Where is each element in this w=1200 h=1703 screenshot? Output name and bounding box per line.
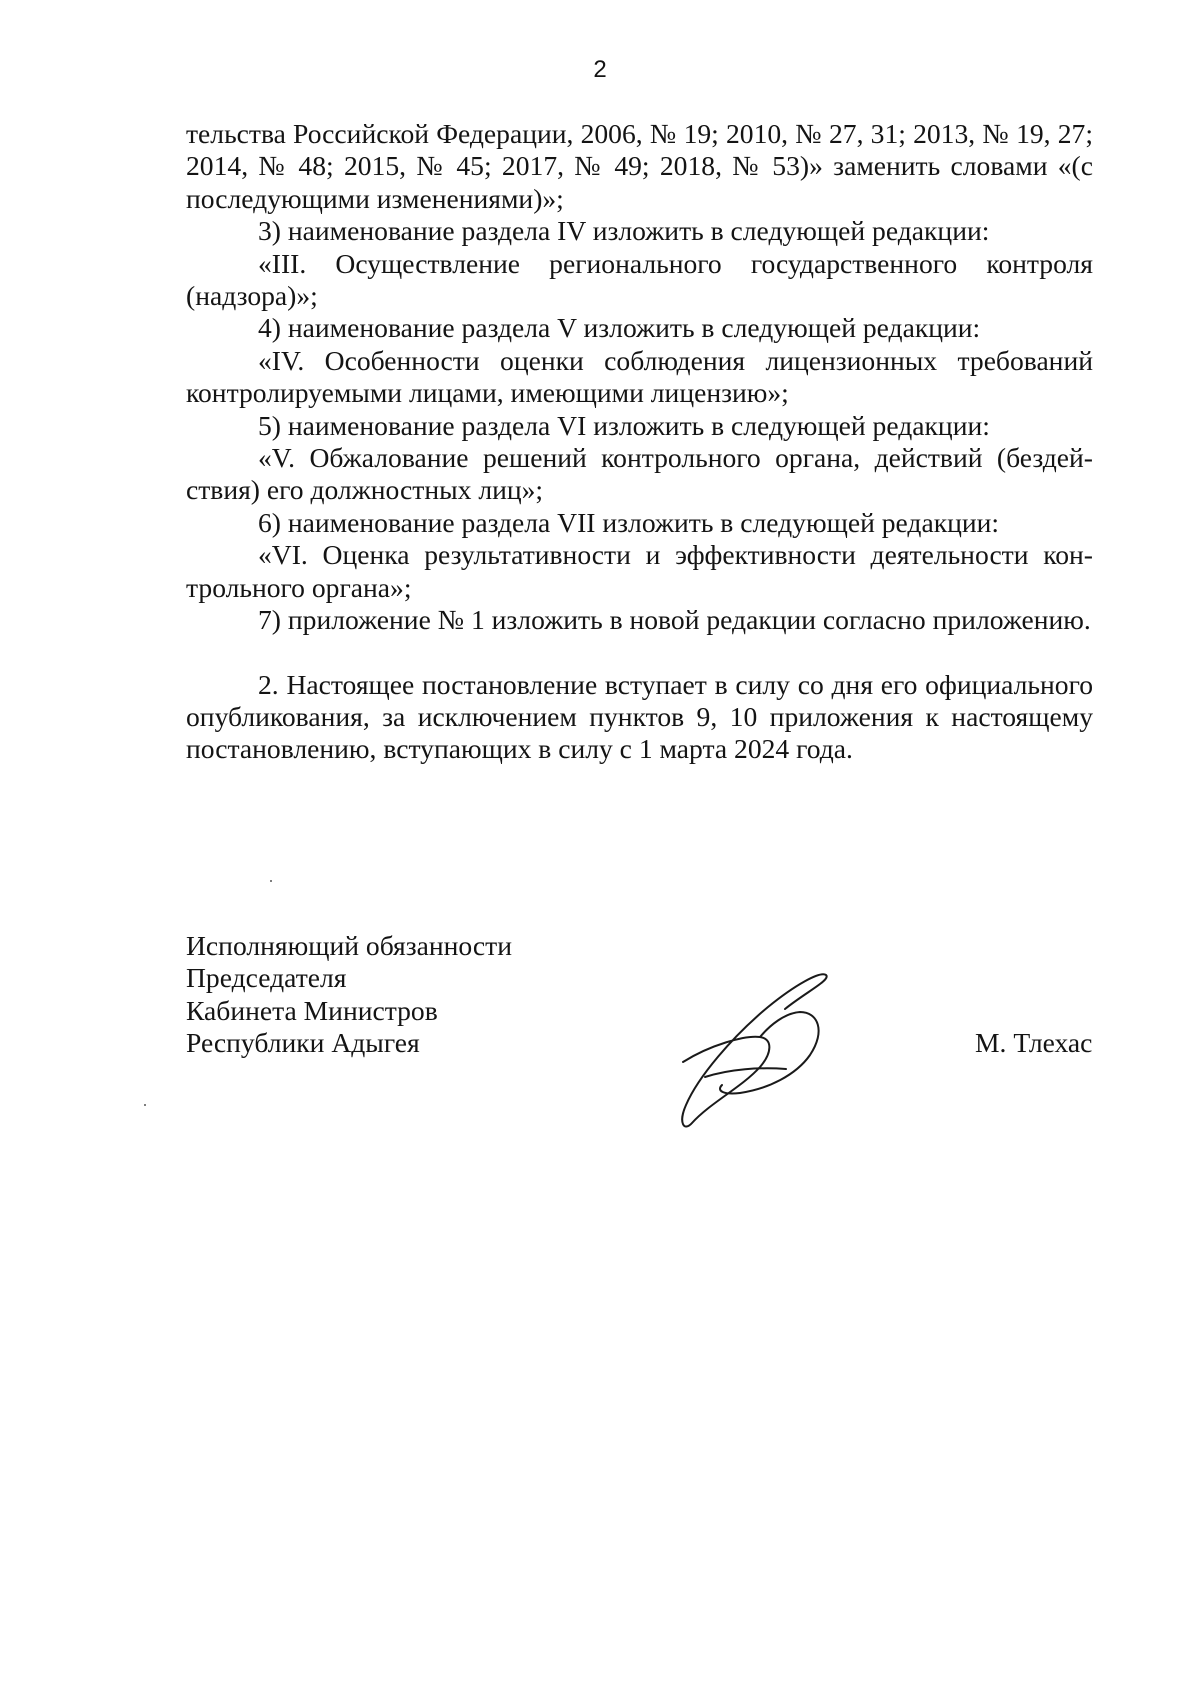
scan-speck xyxy=(270,880,272,882)
signer-title-line: Кабинета Министров xyxy=(186,994,438,1026)
scan-speck xyxy=(144,1104,146,1106)
signer-title-line: Председателя xyxy=(186,962,347,994)
paragraph-item-4: 4) наименование раздела V изложить в следующей редакции: xyxy=(258,312,981,344)
page-number: 2 xyxy=(593,56,607,83)
paragraph-section-3-title: «III. Осуществление регионального государственного контроля (надзора)»; xyxy=(186,247,1093,312)
paragraph-item-6: 6) наименование раздела VII изложить в следующей редакции: xyxy=(258,506,1000,538)
document-body xyxy=(186,118,1093,766)
signer-title-line: Республики Адыгея xyxy=(186,1027,420,1059)
paragraph-item-3: 3) наименование раздела IV изложить в следующей редакции: xyxy=(258,215,990,247)
paragraph-continuation: тельства Российской Федерации, 2006, № 19; 2010, № 27, 31; 2013, № 19, 27; 2014, № 48; 2015, № 45; 2017, № 49; 2018, № 53)» заменить словами «(с последующими изменениями)»; xyxy=(186,118,1093,214)
paragraph-item-5: 5) наименование раздела VI изложить в следующей редакции: xyxy=(258,409,990,441)
paragraph-section-4-title: «IV. Особенности оценки соблюдения лицензионных требований контролируемыми лицами, имеющими лицензию»; xyxy=(186,344,1093,409)
paragraph-effective-date: 2. Настоящее постановление вступает в силу со дня его официального опубликования, за исключением пунктов 9, 10 приложения к настоящему постановлению, вступающих в силу с 1 марта 2024 года. xyxy=(186,668,1093,765)
handwritten-signature xyxy=(680,965,860,1133)
signer-title-block xyxy=(186,930,512,1060)
paragraph-item-7: 7) приложение № 1 изложить в новой редакции согласно приложению. xyxy=(258,604,1091,636)
signer-title-line: Исполняющий обязанности xyxy=(186,930,512,961)
paragraph-section-5-title: «V. Обжалование решений контрольного органа, действий (бездействия) его должностных лиц»; xyxy=(186,442,1093,506)
paragraph-section-6-title: «VI. Оценка результативности и эффективности деятельности контрольного органа»; xyxy=(186,539,1093,603)
signer-name: М. Тлехас xyxy=(975,1027,1093,1058)
